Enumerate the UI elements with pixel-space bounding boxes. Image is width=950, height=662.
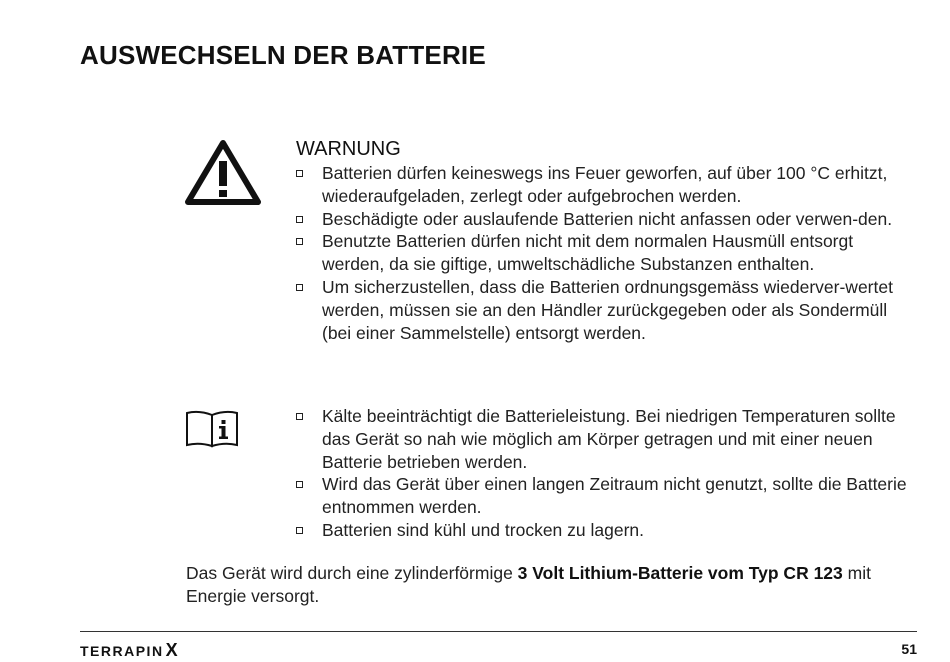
battery-type-emphasis: 3 Volt Lithium-Batterie vom Typ CR 123 [517, 563, 843, 583]
list-item: Benutzte Batterien dürfen nicht mit dem normalen Hausmüll entsorgt werden, da sie giftige, umweltschädliche Substanzen enthalten. [296, 230, 916, 276]
list-item: Um sicherzustellen, dass die Batterien ordnungsgemäss wiederver-wertet werden, müssen sie an den Händler zurückgegeben oder als Sondermüll (bei einer Sammelstelle) entsorgt werden. [296, 276, 916, 344]
info-section [296, 405, 916, 542]
page-title: AUSWECHSELN DER BATTERIE [80, 40, 486, 70]
info-list [296, 405, 916, 542]
warning-section [296, 137, 916, 344]
warning-heading: WARNUNG [296, 138, 401, 160]
brand-mark: X [165, 640, 178, 660]
brand-name: TERRAPIN [80, 643, 164, 659]
list-item: Kälte beeinträchtigt die Batterieleistung. Bei niedrigen Temperaturen sollte das Gerät so nah wie möglich am Körper getragen und mit einer neuen Batterie betrieben werden. [296, 405, 916, 473]
battery-info-paragraph [186, 562, 916, 608]
battery-text-suffix: mit Energie versorgt. [186, 563, 871, 606]
footer-divider [80, 631, 917, 632]
list-item: Batterien sind kühl und trocken zu lagern. [296, 519, 916, 542]
page-number: 51 [901, 641, 917, 657]
warning-list [296, 162, 916, 344]
list-item: Beschädigte oder auslaufende Batterien nicht anfassen oder verwen-den. [296, 208, 916, 231]
list-item: Wird das Gerät über einen langen Zeitraum nicht genutzt, sollte die Batterie entnommen werden. [296, 473, 916, 519]
book-info-icon [185, 409, 239, 449]
warning-triangle-icon [185, 139, 261, 206]
brand-logo [80, 640, 178, 661]
list-item: Batterien dürfen keineswegs ins Feuer geworfen, auf über 100 °C erhitzt, wiederaufgeladen, zerlegt oder aufgebrochen werden. [296, 162, 916, 208]
battery-text-prefix: Das Gerät wird durch eine zylinderförmige [186, 563, 518, 583]
